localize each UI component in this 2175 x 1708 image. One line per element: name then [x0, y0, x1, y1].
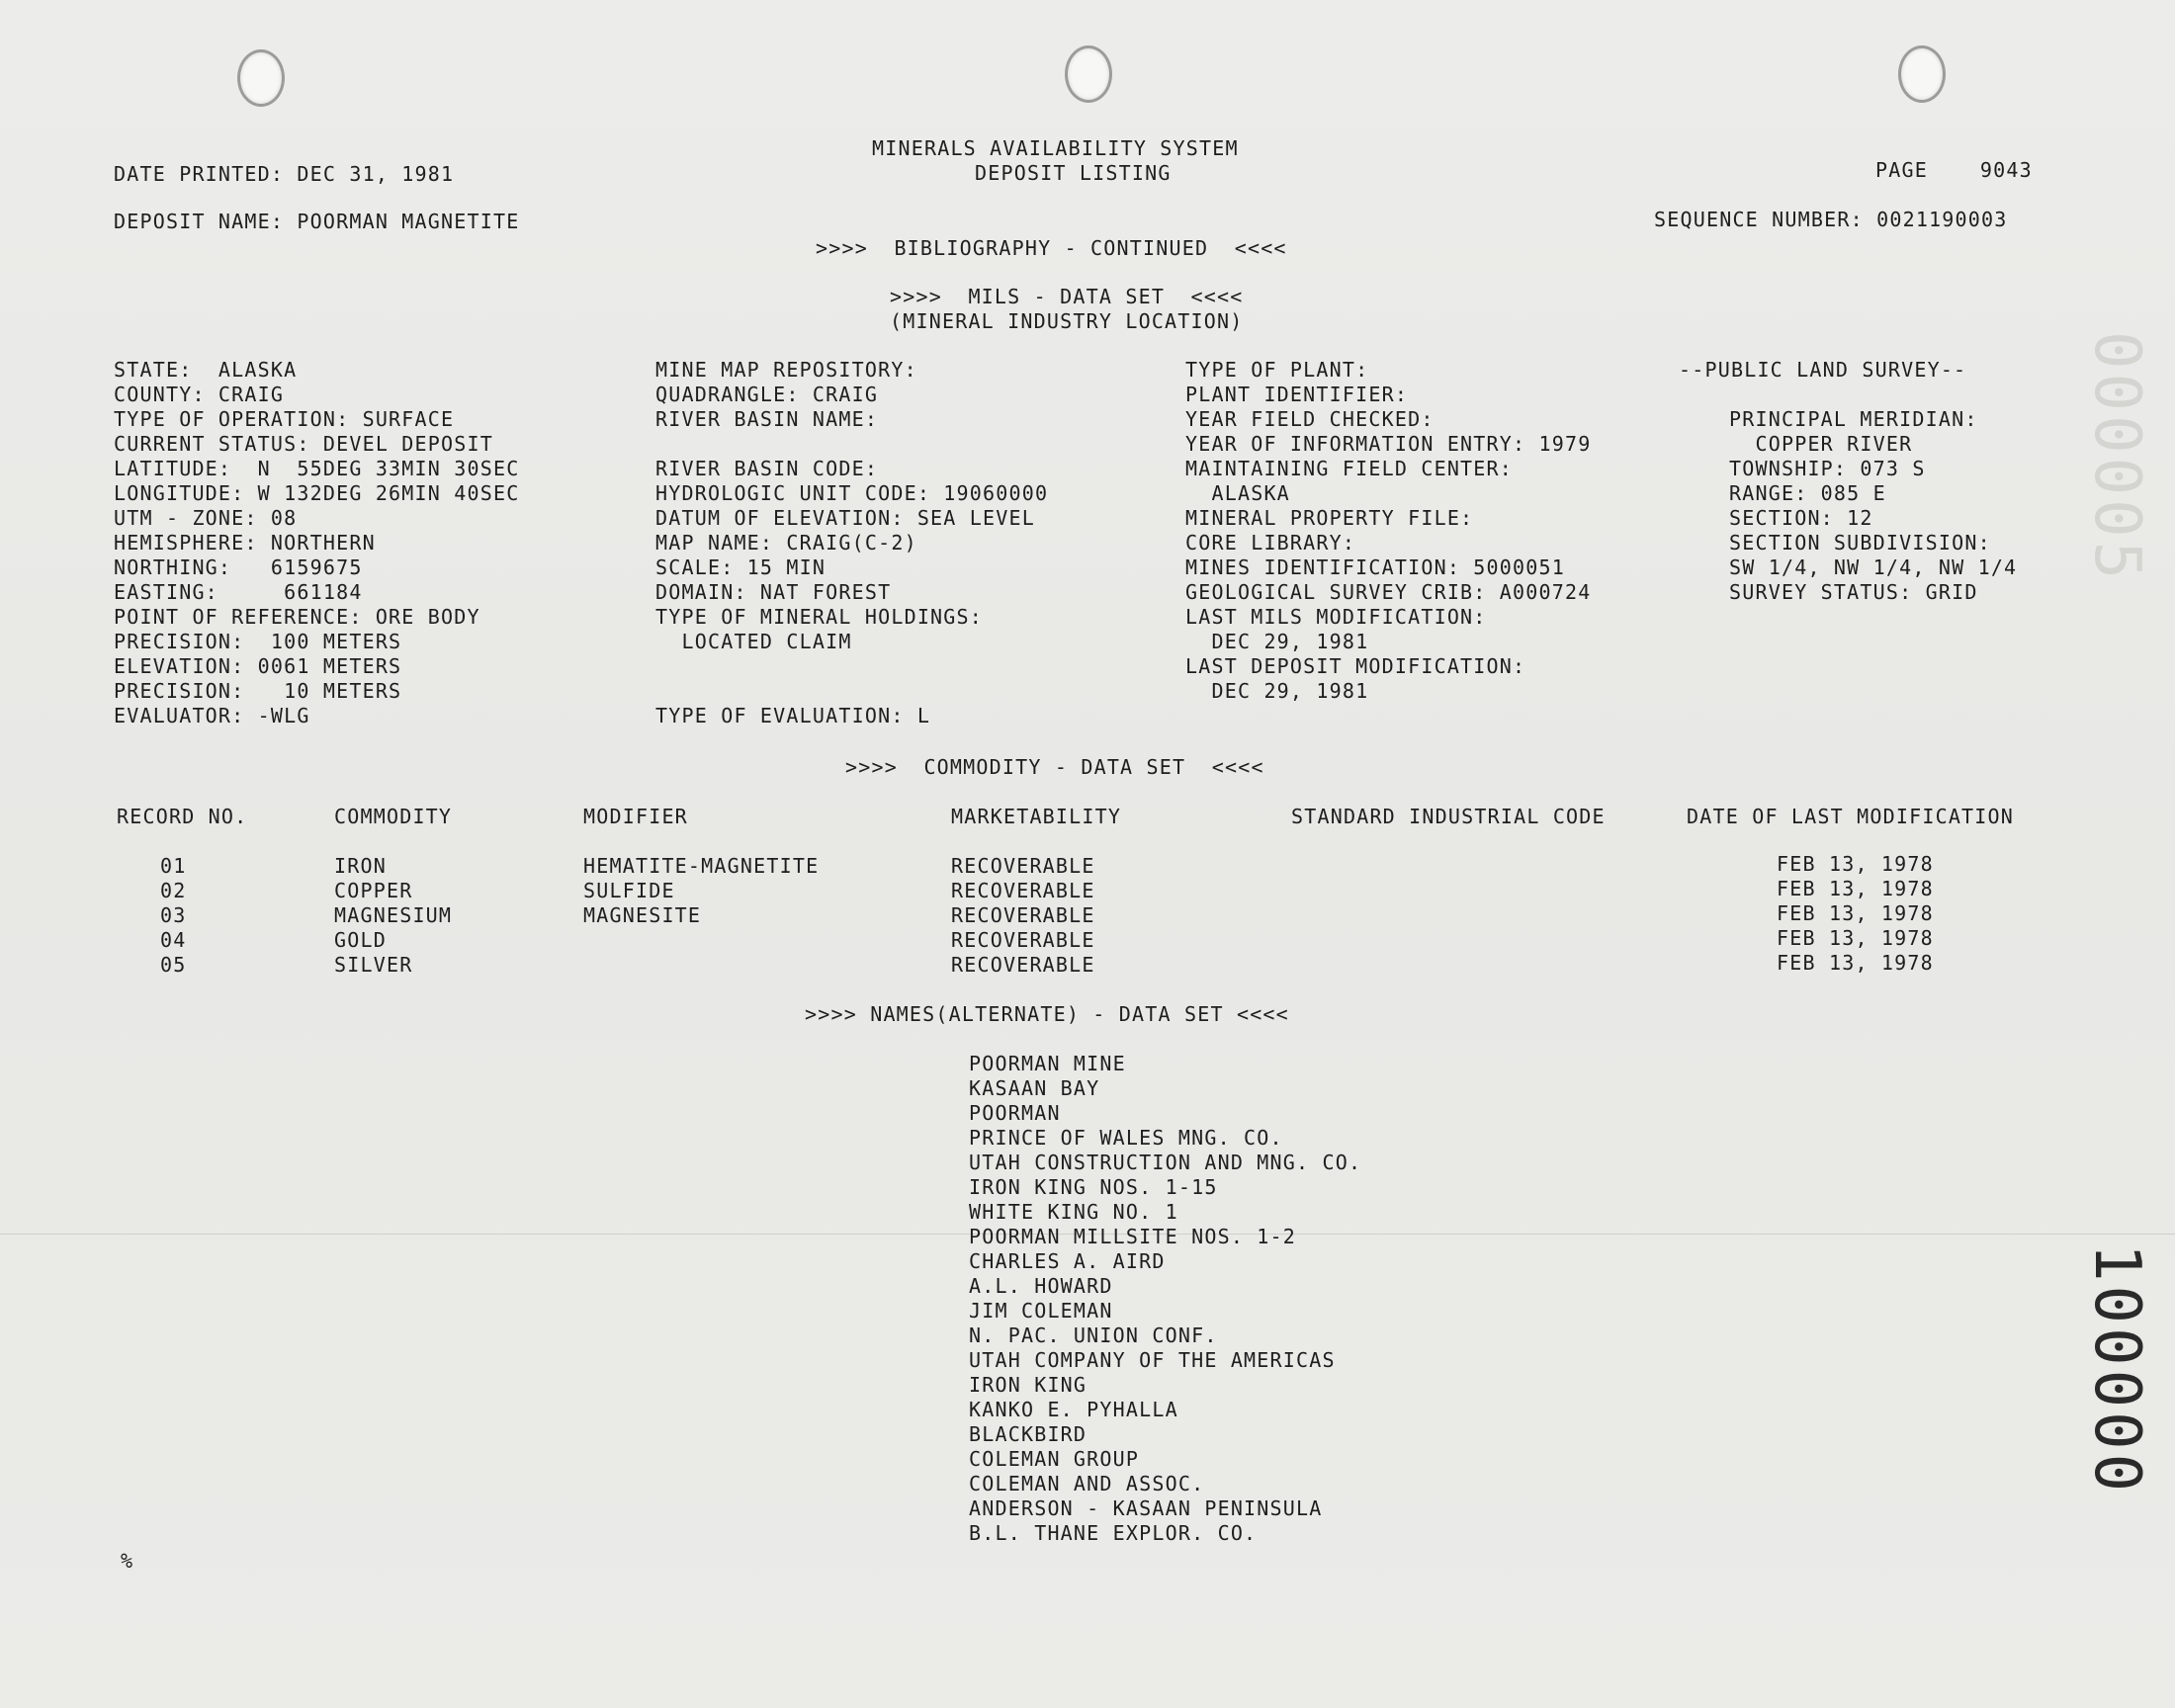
- mils-field: CORE LIBRARY:: [1185, 531, 1356, 555]
- mils-field: TYPE OF EVALUATION: L: [655, 704, 931, 727]
- date-modified: FEB 13, 1978: [1777, 901, 1934, 925]
- mils-field: DEC 29, 1981: [1185, 679, 1369, 703]
- commodity-name: SILVER: [334, 953, 413, 977]
- page-number: PAGE 9043: [1875, 158, 2033, 182]
- list-item: N. PAC. UNION CONF.: [969, 1324, 1218, 1347]
- list-item: ANDERSON - KASAAN PENINSULA: [969, 1496, 1323, 1520]
- report-title: MINERALS AVAILABILITY SYSTEM: [872, 136, 1239, 160]
- mils-field: MINERAL PROPERTY FILE:: [1185, 506, 1474, 530]
- mils-field: LONGITUDE: W 132DEG 26MIN 40SEC: [114, 481, 520, 505]
- mils-field: MAINTAINING FIELD CENTER:: [1185, 457, 1514, 480]
- marketability: RECOVERABLE: [951, 903, 1095, 927]
- marketability: RECOVERABLE: [951, 928, 1095, 952]
- mils-field: EASTING: 661184: [114, 580, 363, 604]
- mils-field: TYPE OF MINERAL HOLDINGS:: [655, 605, 984, 629]
- list-item: KASAAN BAY: [969, 1076, 1100, 1100]
- side-stamp-faint: 000005: [2080, 331, 2153, 584]
- column-header-modifier: MODIFIER: [583, 805, 688, 828]
- mils-field: GEOLOGICAL SURVEY CRIB: A000724: [1185, 580, 1592, 604]
- bibliography-heading: >>>> BIBLIOGRAPHY - CONTINUED <<<<: [816, 236, 1287, 260]
- side-stamp: 100000: [2080, 1243, 2153, 1496]
- mils-field: SCALE: 15 MIN: [655, 555, 826, 579]
- commodity-name: MAGNESIUM: [334, 903, 453, 927]
- mils-field: LATITUDE: N 55DEG 33MIN 30SEC: [114, 457, 520, 480]
- list-item: POORMAN MILLSITE NOS. 1-2: [969, 1225, 1297, 1248]
- list-item: POORMAN MINE: [969, 1052, 1126, 1075]
- list-item: BLACKBIRD: [969, 1422, 1088, 1446]
- commodity-name: IRON: [334, 854, 387, 878]
- mils-field: LOCATED CLAIM: [655, 630, 852, 653]
- sequence-number: SEQUENCE NUMBER: 0021190003: [1654, 208, 2008, 231]
- mils-field: QUADRANGLE: CRAIG: [655, 383, 879, 406]
- list-item: UTAH CONSTRUCTION AND MNG. CO.: [969, 1151, 1362, 1174]
- mils-field: COUNTY: CRAIG: [114, 383, 285, 406]
- mils-field: MAP NAME: CRAIG(C-2): [655, 531, 917, 555]
- mils-field: PRINCIPAL MERIDIAN:: [1729, 407, 1978, 431]
- punch-hole-center: [1065, 45, 1112, 103]
- names-heading: >>>> NAMES(ALTERNATE) - DATA SET <<<<: [805, 1002, 1289, 1026]
- list-item: IRON KING NOS. 1-15: [969, 1175, 1218, 1199]
- modifier: SULFIDE: [583, 879, 675, 902]
- commodity-name: COPPER: [334, 879, 413, 902]
- mils-field: CURRENT STATUS: DEVEL DEPOSIT: [114, 432, 493, 456]
- date-printed: DATE PRINTED: DEC 31, 1981: [114, 162, 455, 186]
- punch-hole-right: [1898, 45, 1946, 103]
- public-land-survey-heading: --PUBLIC LAND SURVEY--: [1679, 358, 1967, 382]
- mils-field: DATUM OF ELEVATION: SEA LEVEL: [655, 506, 1035, 530]
- column-header-sic: STANDARD INDUSTRIAL CODE: [1291, 805, 1606, 828]
- list-item: A.L. HOWARD: [969, 1274, 1113, 1298]
- marketability: RECOVERABLE: [951, 879, 1095, 902]
- list-item: WHITE KING NO. 1: [969, 1200, 1178, 1224]
- date-modified: FEB 13, 1978: [1777, 926, 1934, 950]
- mils-field: MINES IDENTIFICATION: 5000051: [1185, 555, 1565, 579]
- list-item: COLEMAN GROUP: [969, 1447, 1140, 1471]
- list-item: COLEMAN AND ASSOC.: [969, 1472, 1205, 1495]
- mils-field: SURVEY STATUS: GRID: [1729, 580, 1978, 604]
- record-no: 02: [160, 879, 187, 902]
- column-header-date-modified: DATE OF LAST MODIFICATION: [1687, 805, 2015, 828]
- column-header-commodity: COMMODITY: [334, 805, 453, 828]
- list-item: CHARLES A. AIRD: [969, 1249, 1166, 1273]
- mils-field: TYPE OF PLANT:: [1185, 358, 1369, 382]
- mils-field: RIVER BASIN NAME:: [655, 407, 879, 431]
- record-no: 04: [160, 928, 187, 952]
- mils-field: SW 1/4, NW 1/4, NW 1/4: [1729, 555, 2018, 579]
- mils-field: RANGE: 085 E: [1729, 481, 1886, 505]
- record-no: 03: [160, 903, 187, 927]
- list-item: POORMAN: [969, 1101, 1061, 1125]
- mils-field: UTM - ZONE: 08: [114, 506, 298, 530]
- mils-field: COPPER RIVER: [1729, 432, 1913, 456]
- mils-field: EVALUATOR: -WLG: [114, 704, 310, 727]
- footer-mark: %: [121, 1549, 134, 1573]
- marketability: RECOVERABLE: [951, 854, 1095, 878]
- deposit-name: DEPOSIT NAME: POORMAN MAGNETITE: [114, 210, 520, 233]
- record-no: 01: [160, 854, 187, 878]
- commodity-name: GOLD: [334, 928, 387, 952]
- record-no: 05: [160, 953, 187, 977]
- mils-field: SECTION: 12: [1729, 506, 1873, 530]
- mils-field: LAST DEPOSIT MODIFICATION:: [1185, 654, 1526, 678]
- commodity-heading: >>>> COMMODITY - DATA SET <<<<: [845, 755, 1264, 779]
- mils-field: DOMAIN: NAT FOREST: [655, 580, 892, 604]
- marketability: RECOVERABLE: [951, 953, 1095, 977]
- mils-field: STATE: ALASKA: [114, 358, 298, 382]
- mils-field: DEC 29, 1981: [1185, 630, 1369, 653]
- column-header-marketability: MARKETABILITY: [951, 805, 1122, 828]
- mils-field: HYDROLOGIC UNIT CODE: 19060000: [655, 481, 1049, 505]
- report-subtitle: DEPOSIT LISTING: [975, 161, 1172, 185]
- mils-field: LAST MILS MODIFICATION:: [1185, 605, 1487, 629]
- mils-heading: >>>> MILS - DATA SET <<<<: [890, 285, 1244, 308]
- mils-subheading: (MINERAL INDUSTRY LOCATION): [890, 309, 1244, 333]
- mils-field: TOWNSHIP: 073 S: [1729, 457, 1926, 480]
- list-item: IRON KING: [969, 1373, 1088, 1397]
- mils-field: YEAR OF INFORMATION ENTRY: 1979: [1185, 432, 1592, 456]
- mils-field: TYPE OF OPERATION: SURFACE: [114, 407, 455, 431]
- column-header-record-no: RECORD NO.: [117, 805, 248, 828]
- mils-field: ALASKA: [1185, 481, 1290, 505]
- mils-field: MINE MAP REPOSITORY:: [655, 358, 917, 382]
- mils-field: SECTION SUBDIVISION:: [1729, 531, 1991, 555]
- date-modified: FEB 13, 1978: [1777, 852, 1934, 876]
- modifier: HEMATITE-MAGNETITE: [583, 854, 820, 878]
- list-item: B.L. THANE EXPLOR. CO.: [969, 1521, 1258, 1545]
- mils-field: PLANT IDENTIFIER:: [1185, 383, 1409, 406]
- mils-field: PRECISION: 10 METERS: [114, 679, 402, 703]
- punch-hole-left: [237, 49, 285, 107]
- mils-field: NORTHING: 6159675: [114, 555, 363, 579]
- list-item: KANKO E. PYHALLA: [969, 1398, 1178, 1421]
- modifier: MAGNESITE: [583, 903, 702, 927]
- list-item: JIM COLEMAN: [969, 1299, 1113, 1323]
- date-modified: FEB 13, 1978: [1777, 877, 1934, 900]
- mils-field: ELEVATION: 0061 METERS: [114, 654, 402, 678]
- list-item: PRINCE OF WALES MNG. CO.: [969, 1126, 1283, 1150]
- mils-field: POINT OF REFERENCE: ORE BODY: [114, 605, 480, 629]
- date-modified: FEB 13, 1978: [1777, 951, 1934, 975]
- mils-field: RIVER BASIN CODE:: [655, 457, 879, 480]
- mils-field: YEAR FIELD CHECKED:: [1185, 407, 1435, 431]
- list-item: UTAH COMPANY OF THE AMERICAS: [969, 1348, 1336, 1372]
- mils-field: HEMISPHERE: NORTHERN: [114, 531, 376, 555]
- mils-field: PRECISION: 100 METERS: [114, 630, 402, 653]
